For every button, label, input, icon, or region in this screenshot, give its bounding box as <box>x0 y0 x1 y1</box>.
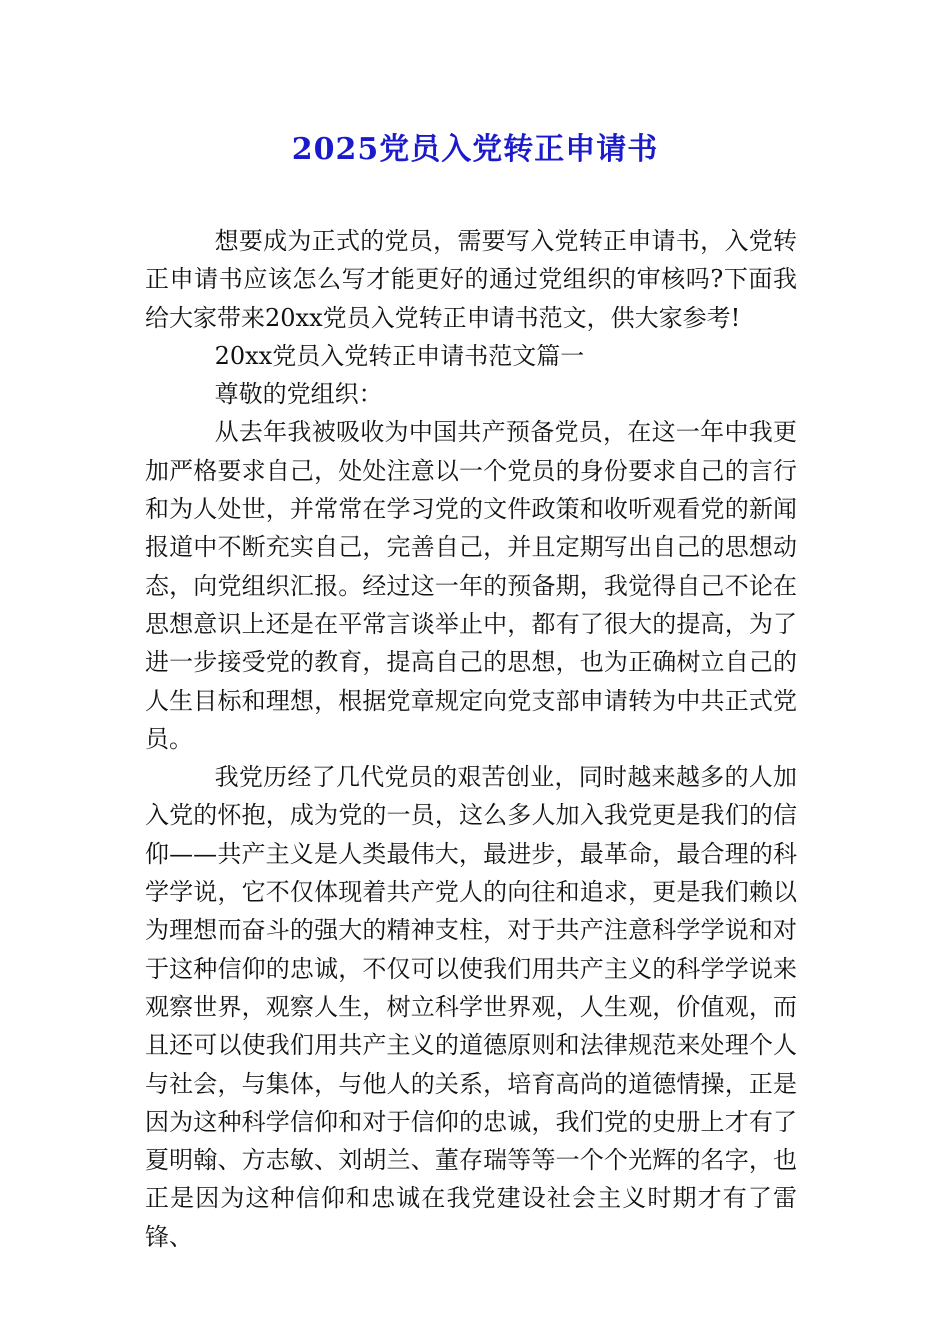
salutation: 尊敬的党组织： <box>214 380 383 409</box>
body-paragraph: 我党历经了几代党员的艰苦创业，同时越来越多的人加入党的怀抱，成为党的一员，这么多人加入我党更是我们的信仰——共产主义是人类最伟大，最进步，最革命，最合理的科学学说，它不仅体现着共产党人的向往和追求，更是我们赖以为理想而奋斗的强大的精神支柱，对于共产注意科学学说和对于这种信仰的忠诚，不仅可以使我们用共产主义的科学学说来观察世界，观察人生，树立科学世界观，人生观，价值观，而且还可以使我们用共产主义的道德原则和法律规范来处理个人与社会，与集体，与他人的关系，培育高尚的道德情操，正是因为这种科学信仰和对于信仰的忠诚，我们党的史册上才有了夏明翰、方志敏、刘胡兰、董存瑞等等一个个光辉的名字，也正是因为这种信仰和忠诚在我党建设社会主义时期才有了雷锋、 <box>145 763 797 1251</box>
body-paragraph: 从去年我被吸收为中国共产预备党员，在这一年中我更加严格要求自己，处处注意以一个党员的身份要求自己的言行和为人处世，并常常在学习党的文件政策和收听观看党的新闻报道中不断充实自己，完善自己，并且定期写出自己的思想动态，向党组织汇报。经过这一年的预备期，我觉得自己不论在思想意识上还是在平常言谈举止中，都有了很大的提高，为了进一步接受党的教育，提高自己的思想，也为正确树立自己的人生目标和理想，根据党章规定向党支部申请转为中共正式党员。 <box>145 418 797 753</box>
document-title: 2025党员入党转正申请书 <box>291 132 659 167</box>
section-heading: 20xx党员入党转正申请书范文篇一 <box>214 341 585 370</box>
document-body <box>145 222 797 1256</box>
intro-paragraph: 想要成为正式的党员，需要写入党转正申请书，入党转正申请书应该怎么写才能更好的通过党组织的审核吗?下面我给大家带来20xx党员入党转正申请书范文，供大家参考! <box>145 227 797 332</box>
